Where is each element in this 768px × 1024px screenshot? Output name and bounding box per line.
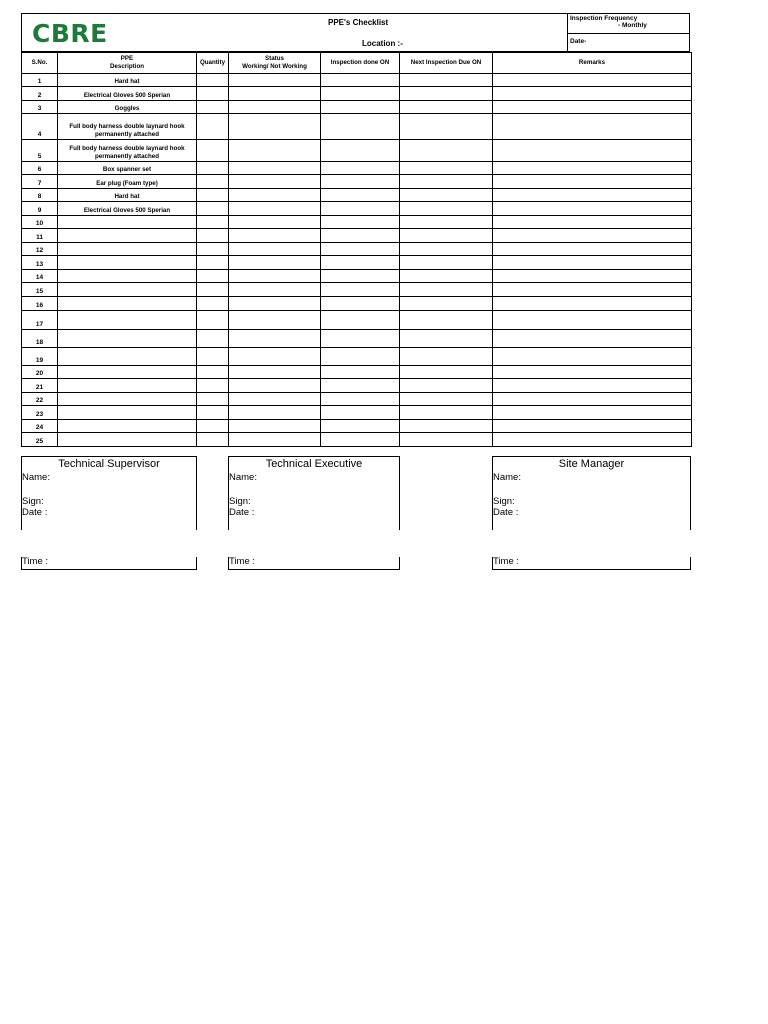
remarks-cell[interactable] (493, 311, 692, 330)
description-cell: Goggles (58, 101, 197, 114)
time-label: Time : (493, 556, 520, 567)
remarks-cell[interactable] (493, 393, 692, 406)
quantity-cell[interactable] (197, 256, 229, 270)
sno-cell: 15 (22, 283, 58, 297)
table-row (22, 379, 692, 393)
description-cell (58, 311, 197, 330)
inspection-frequency-label: Inspection Frequency (570, 15, 638, 22)
inspection-done-cell[interactable] (321, 74, 400, 87)
date-label: Date : (22, 507, 48, 518)
quantity-cell[interactable] (197, 420, 229, 433)
quantity-cell[interactable] (197, 270, 229, 283)
quantity-cell[interactable] (197, 433, 229, 447)
sno-cell: 20 (22, 366, 58, 379)
column-header-quantity: Quantity (197, 53, 229, 74)
inspection-done-cell[interactable] (321, 243, 400, 256)
quantity-cell[interactable] (197, 283, 229, 297)
sno-cell: 17 (22, 311, 58, 330)
sno-cell: 14 (22, 270, 58, 283)
inspection-frequency-cell (567, 13, 690, 34)
inspection-frequency-value: - Monthly (618, 22, 647, 29)
description-cell (58, 406, 197, 420)
description-cell (58, 348, 197, 366)
table-row (22, 348, 692, 366)
description-cell (58, 229, 197, 243)
quantity-cell[interactable] (197, 216, 229, 229)
date-label: Date : (493, 507, 519, 518)
quantity-cell[interactable] (197, 175, 229, 189)
quantity-cell[interactable] (197, 366, 229, 379)
sno-cell: 11 (22, 229, 58, 243)
time-label: Time : (229, 556, 256, 567)
table-row (22, 297, 692, 311)
description-cell (58, 393, 197, 406)
inspection-done-cell[interactable] (321, 87, 400, 101)
status-cell[interactable] (229, 162, 321, 175)
table-row (22, 114, 692, 140)
table-row (22, 162, 692, 175)
remarks-cell[interactable] (493, 175, 692, 189)
status-cell[interactable] (229, 256, 321, 270)
inspection-done-cell[interactable] (321, 393, 400, 406)
table-row (22, 283, 692, 297)
sno-cell: 1 (22, 74, 58, 87)
remarks-cell[interactable] (493, 406, 692, 420)
description-cell: Box spanner set (58, 162, 197, 175)
description-cell: Full body harness double laynard hook permanently attached (58, 114, 197, 140)
next-inspection-cell[interactable] (400, 229, 493, 243)
inspection-done-cell[interactable] (321, 270, 400, 283)
remarks-cell[interactable] (493, 283, 692, 297)
sno-cell: 2 (22, 87, 58, 101)
quantity-cell[interactable] (197, 202, 229, 216)
next-inspection-cell[interactable] (400, 330, 493, 348)
column-header-inspection-done: Inspection done ON (321, 53, 400, 74)
document-title: PPE's Checklist (328, 18, 389, 27)
status-cell[interactable] (229, 433, 321, 447)
time-label: Time : (22, 556, 49, 567)
next-inspection-cell[interactable] (400, 189, 493, 202)
name-label: Name: (229, 472, 257, 483)
inspection-done-cell[interactable] (321, 433, 400, 447)
next-inspection-cell[interactable] (400, 74, 493, 87)
next-inspection-cell[interactable] (400, 243, 493, 256)
next-inspection-cell[interactable] (400, 366, 493, 379)
inspection-done-cell[interactable] (321, 175, 400, 189)
next-inspection-cell[interactable] (400, 101, 493, 114)
inspection-done-cell[interactable] (321, 216, 400, 229)
inspection-done-cell[interactable] (321, 348, 400, 366)
remarks-cell[interactable] (493, 229, 692, 243)
table-row (22, 229, 692, 243)
sno-cell: 10 (22, 216, 58, 229)
column-header-next-inspection: Next Inspection Due ON (400, 53, 493, 74)
column-header-status-top: Status (265, 55, 284, 62)
table-row (22, 366, 692, 379)
quantity-cell[interactable] (197, 114, 229, 140)
date-cell (567, 33, 690, 52)
table-row (22, 433, 692, 447)
sno-cell: 19 (22, 348, 58, 366)
inspection-done-cell[interactable] (321, 101, 400, 114)
next-inspection-cell[interactable] (400, 393, 493, 406)
quantity-cell[interactable] (197, 393, 229, 406)
column-header-remarks: Remarks (493, 53, 692, 74)
description-cell: Ear plug (Foam type) (58, 175, 197, 189)
description-cell: Electrical Gloves 500 Sperian (58, 87, 197, 101)
remarks-cell[interactable] (493, 87, 692, 101)
next-inspection-cell[interactable] (400, 175, 493, 189)
description-cell (58, 216, 197, 229)
next-inspection-cell[interactable] (400, 256, 493, 270)
table-row (22, 175, 692, 189)
column-header-status-sub: Working/ Not Working (242, 63, 307, 70)
description-cell (58, 379, 197, 393)
sno-cell: 16 (22, 297, 58, 311)
inspection-done-cell[interactable] (321, 202, 400, 216)
remarks-cell[interactable] (493, 189, 692, 202)
sno-cell: 4 (22, 114, 58, 140)
form-header (21, 13, 690, 52)
remarks-cell[interactable] (493, 348, 692, 366)
column-header-sno: S.No. (22, 53, 58, 74)
name-label: Name: (493, 472, 521, 483)
table-row (22, 140, 692, 162)
description-cell: Hard hat (58, 74, 197, 87)
remarks-cell[interactable] (493, 379, 692, 393)
quantity-cell[interactable] (197, 229, 229, 243)
remarks-cell[interactable] (493, 243, 692, 256)
status-cell[interactable] (229, 283, 321, 297)
table-row (22, 202, 692, 216)
quantity-cell[interactable] (197, 189, 229, 202)
description-cell (58, 366, 197, 379)
status-cell[interactable] (229, 330, 321, 348)
description-cell (58, 270, 197, 283)
next-inspection-cell[interactable] (400, 216, 493, 229)
sign-label: Sign: (22, 496, 44, 507)
status-cell[interactable] (229, 87, 321, 101)
next-inspection-cell[interactable] (400, 433, 493, 447)
next-inspection-cell[interactable] (400, 140, 493, 162)
status-cell[interactable] (229, 216, 321, 229)
sno-cell: 23 (22, 406, 58, 420)
inspection-done-cell[interactable] (321, 114, 400, 140)
name-label: Name: (22, 472, 50, 483)
description-cell (58, 283, 197, 297)
time-field-technical-supervisor (21, 557, 197, 570)
quantity-cell[interactable] (197, 406, 229, 420)
next-inspection-cell[interactable] (400, 348, 493, 366)
description-cell (58, 433, 197, 447)
inspection-done-cell[interactable] (321, 229, 400, 243)
signature-block-site-manager (492, 456, 691, 530)
column-header-ppe: PPE (120, 55, 134, 62)
column-header-status (229, 53, 321, 74)
inspection-done-cell[interactable] (321, 283, 400, 297)
quantity-cell[interactable] (197, 297, 229, 311)
remarks-cell[interactable] (493, 101, 692, 114)
remarks-cell[interactable] (493, 216, 692, 229)
date-label: Date- (570, 38, 587, 45)
status-cell[interactable] (229, 406, 321, 420)
quantity-cell[interactable] (197, 74, 229, 87)
next-inspection-cell[interactable] (400, 420, 493, 433)
remarks-cell[interactable] (493, 74, 692, 87)
description-cell: Electrical Gloves 500 Sperian (58, 202, 197, 216)
remarks-cell[interactable] (493, 114, 692, 140)
inspection-done-cell[interactable] (321, 311, 400, 330)
inspection-done-cell[interactable] (321, 297, 400, 311)
table-row (22, 74, 692, 87)
description-cell: Full body harness double laynard hook permanently attached (58, 140, 197, 162)
sno-cell: 21 (22, 379, 58, 393)
quantity-cell[interactable] (197, 311, 229, 330)
remarks-cell[interactable] (493, 270, 692, 283)
description-cell (58, 256, 197, 270)
inspection-done-cell[interactable] (321, 366, 400, 379)
status-cell[interactable] (229, 348, 321, 366)
sno-cell: 6 (22, 162, 58, 175)
quantity-cell[interactable] (197, 101, 229, 114)
status-cell[interactable] (229, 202, 321, 216)
status-cell[interactable] (229, 270, 321, 283)
sno-cell: 25 (22, 433, 58, 447)
quantity-cell[interactable] (197, 330, 229, 348)
table-body (22, 74, 692, 447)
description-cell (58, 243, 197, 256)
table-header-row (22, 53, 692, 74)
table-row (22, 216, 692, 229)
next-inspection-cell[interactable] (400, 87, 493, 101)
status-cell[interactable] (229, 243, 321, 256)
table-row (22, 87, 692, 101)
sno-cell: 13 (22, 256, 58, 270)
description-cell (58, 330, 197, 348)
ppe-checklist-table (21, 52, 692, 447)
column-header-description-sub: Description (109, 63, 145, 70)
description-cell (58, 297, 197, 311)
status-cell[interactable] (229, 420, 321, 433)
status-cell[interactable] (229, 393, 321, 406)
table-row (22, 406, 692, 420)
remarks-cell[interactable] (493, 256, 692, 270)
signature-title: Site Manager (558, 458, 625, 470)
date-label: Date : (229, 507, 255, 518)
sno-cell: 5 (22, 140, 58, 162)
table-row (22, 393, 692, 406)
table-row (22, 270, 692, 283)
sign-label: Sign: (493, 496, 515, 507)
time-field-technical-executive (228, 557, 400, 570)
next-inspection-cell[interactable] (400, 162, 493, 175)
status-cell[interactable] (229, 175, 321, 189)
remarks-cell[interactable] (493, 366, 692, 379)
status-cell[interactable] (229, 101, 321, 114)
remarks-cell[interactable] (493, 140, 692, 162)
inspection-done-cell[interactable] (321, 330, 400, 348)
next-inspection-cell[interactable] (400, 379, 493, 393)
status-cell[interactable] (229, 114, 321, 140)
remarks-cell[interactable] (493, 420, 692, 433)
sign-label: Sign: (229, 496, 251, 507)
sno-cell: 12 (22, 243, 58, 256)
next-inspection-cell[interactable] (400, 297, 493, 311)
next-inspection-cell[interactable] (400, 311, 493, 330)
table-row (22, 311, 692, 330)
quantity-cell[interactable] (197, 243, 229, 256)
status-cell[interactable] (229, 229, 321, 243)
remarks-cell[interactable] (493, 297, 692, 311)
sno-cell: 22 (22, 393, 58, 406)
next-inspection-cell[interactable] (400, 114, 493, 140)
table-row (22, 101, 692, 114)
quantity-cell[interactable] (197, 140, 229, 162)
description-cell (58, 420, 197, 433)
status-cell[interactable] (229, 366, 321, 379)
description-cell: Hard hat (58, 189, 197, 202)
remarks-cell[interactable] (493, 433, 692, 447)
status-cell[interactable] (229, 297, 321, 311)
sno-cell: 24 (22, 420, 58, 433)
next-inspection-cell[interactable] (400, 202, 493, 216)
inspection-done-cell[interactable] (321, 189, 400, 202)
location-label: Location :- (362, 39, 403, 48)
table-row (22, 243, 692, 256)
sno-cell: 9 (22, 202, 58, 216)
signature-block-technical-executive (228, 456, 400, 530)
status-cell[interactable] (229, 311, 321, 330)
quantity-cell[interactable] (197, 162, 229, 175)
column-header-description (58, 53, 197, 74)
sno-cell: 18 (22, 330, 58, 348)
inspection-done-cell[interactable] (321, 162, 400, 175)
signature-title: Technical Supervisor (58, 458, 160, 470)
remarks-cell[interactable] (493, 202, 692, 216)
inspection-done-cell[interactable] (321, 406, 400, 420)
table-row (22, 330, 692, 348)
inspection-done-cell[interactable] (321, 140, 400, 162)
next-inspection-cell[interactable] (400, 283, 493, 297)
next-inspection-cell[interactable] (400, 406, 493, 420)
inspection-done-cell[interactable] (321, 256, 400, 270)
status-cell[interactable] (229, 140, 321, 162)
cbre-logo: CBRE (32, 19, 108, 48)
status-cell[interactable] (229, 74, 321, 87)
next-inspection-cell[interactable] (400, 270, 493, 283)
inspection-done-cell[interactable] (321, 379, 400, 393)
sno-cell: 3 (22, 101, 58, 114)
quantity-cell[interactable] (197, 87, 229, 101)
inspection-done-cell[interactable] (321, 420, 400, 433)
table-row (22, 256, 692, 270)
quantity-cell[interactable] (197, 379, 229, 393)
table-row (22, 189, 692, 202)
table-row (22, 420, 692, 433)
remarks-cell[interactable] (493, 162, 692, 175)
status-cell[interactable] (229, 379, 321, 393)
sno-cell: 7 (22, 175, 58, 189)
signature-title: Technical Executive (265, 458, 363, 470)
time-field-site-manager (492, 557, 691, 570)
signature-block-technical-supervisor (21, 456, 197, 530)
remarks-cell[interactable] (493, 330, 692, 348)
status-cell[interactable] (229, 189, 321, 202)
sno-cell: 8 (22, 189, 58, 202)
quantity-cell[interactable] (197, 348, 229, 366)
